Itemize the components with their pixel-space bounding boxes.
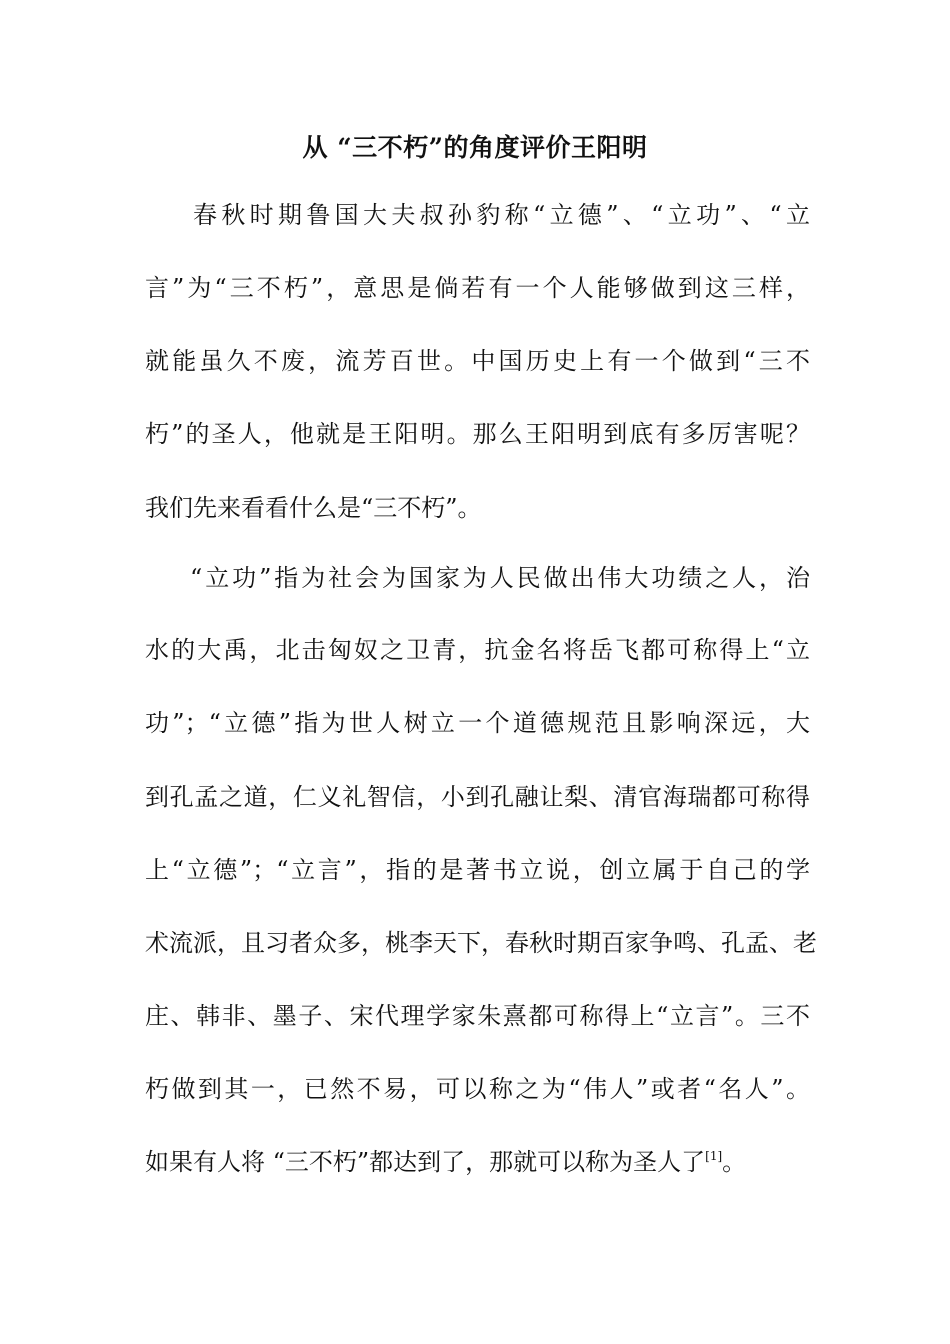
paragraph-line: 就能虽久不废，流芳百世。中国历史上有一个做到“三不: [145, 347, 810, 375]
paragraph-line: 水的大禹，北击匈奴之卫青，抗金名将岳飞都可称得上“立: [145, 636, 810, 664]
paragraph-line: 言”为“三不朽”，意思是倘若有一个人能够做到这三样，: [145, 274, 810, 302]
paragraph-line: 功”；“立德”指为世人树立一个道德规范且影响深远，大: [145, 709, 810, 737]
paragraph-line: 上“立德”；“立言”，指的是著书立说，创立属于自己的学: [145, 856, 810, 884]
last-line-text: 如果有人将 “三不朽”都达到了，那就可以称为圣人了: [145, 1148, 706, 1176]
paragraph-line: 春秋时期鲁国大夫叔孙豹称“立德”、“立功”、“立: [193, 201, 810, 229]
paragraph-line: 朽”的圣人，他就是王阳明。那么王阳明到底有多厉害呢？: [145, 420, 810, 448]
end-punctuation: 。: [722, 1148, 747, 1176]
paragraph-line: 术流派，且习者众多，桃李天下，春秋时期百家争鸣、孔孟、老: [145, 929, 817, 957]
paragraph-line: 朽做到其一，已然不易，可以称之为“伟人”或者“名人”。: [145, 1075, 810, 1103]
page-title: 从 “三不朽”的角度评价王阳明: [302, 133, 648, 162]
paragraph-line: “立功”指为社会为国家为人民做出伟大功绩之人，治: [190, 564, 810, 592]
paragraph-line: 到孔孟之道，仁义礼智信，小到孔融让梨、清官海瑞都可称得: [145, 783, 810, 811]
paragraph-line: 庄、韩非、墨子、宋代理学家朱熹都可称得上“立言”。三不: [145, 1002, 810, 1030]
paragraph-line-last: [145, 1142, 810, 1182]
footnote-reference[interactable]: [1]: [705, 1149, 723, 1163]
paragraph-line: 我们先来看看什么是“三不朽”。: [145, 494, 482, 522]
